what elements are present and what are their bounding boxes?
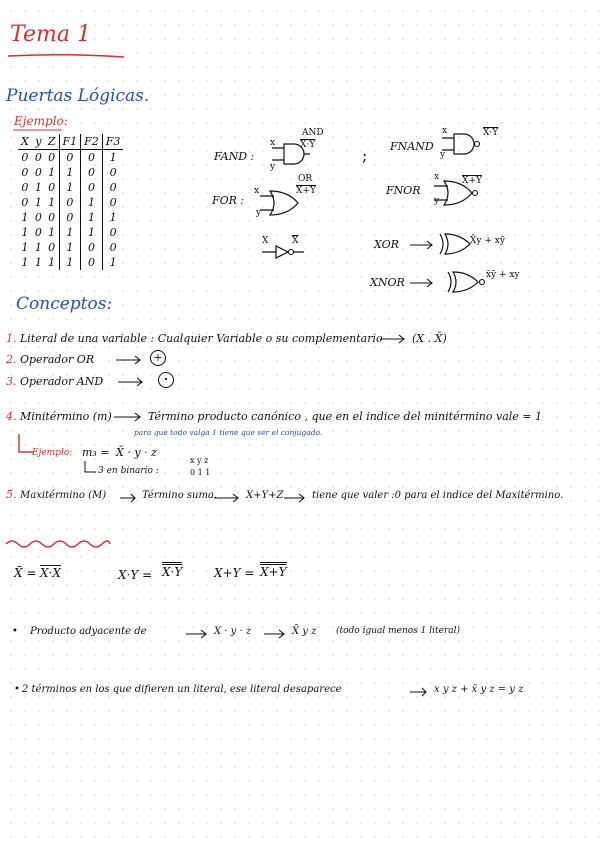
xnor-gate-icon (444, 270, 488, 294)
identity-and-rhs-box (162, 562, 182, 579)
identity-or-rhs: X+Y (260, 565, 287, 579)
table-row (18, 255, 123, 270)
identity-and-rhs: X·Y (162, 565, 183, 579)
cell: 0 (81, 240, 103, 255)
cell: 1 (59, 240, 81, 255)
concept-5-expr: X+Y+Z (246, 490, 284, 501)
concept-4-text: Minitérmino (m) (20, 410, 112, 423)
xor-gate-icon (436, 232, 474, 256)
cell: 0 (81, 150, 103, 166)
cell: 1 (102, 255, 123, 270)
nand-input-y: y (440, 150, 446, 160)
cell: 1 (59, 180, 81, 195)
cell: 0 (102, 165, 123, 180)
table-row (18, 225, 123, 240)
cell: 1 (34, 256, 42, 269)
wavy-divider (4, 536, 112, 552)
bullet-1-result: X̄ y z (292, 626, 317, 637)
cell: 0 (48, 211, 56, 224)
xor-expr: X̄y + xȳ (470, 236, 505, 246)
cell: 1 (34, 181, 42, 194)
cell: 1 (48, 256, 56, 269)
table-row (18, 150, 123, 166)
concept-1-number: 1. (6, 332, 17, 345)
fand-label: FAND : (214, 150, 255, 163)
cell: 0 (48, 241, 56, 254)
table-row (18, 210, 123, 225)
odot-symbol: · (158, 372, 174, 388)
concept-5-arrow3-icon (284, 493, 310, 503)
cell: 0 (21, 151, 29, 164)
header-f2: F2 (81, 134, 103, 150)
nor-input-x: x (434, 172, 440, 182)
not-input: X (262, 236, 269, 246)
concept-1-arrow-icon (380, 334, 410, 344)
identity-or-lhs: X+Y = (214, 566, 255, 580)
and-input-y: y (270, 162, 276, 172)
nor-expr: X+Y (462, 176, 482, 186)
concept-5-text: Maxitérmino (M) (20, 490, 107, 501)
cell: 0 (34, 151, 42, 164)
header-z: Z (45, 134, 59, 150)
identity-not-rhs: X·X (40, 566, 61, 580)
and-gate-icon (270, 140, 310, 168)
identity-or-rhs-box (260, 562, 287, 579)
cell: 0 (81, 180, 103, 195)
semicolon: ; (362, 146, 368, 165)
and-expr: X·Y (300, 140, 316, 150)
cell: 0 (81, 165, 103, 180)
nand-expr: X·Y (483, 128, 499, 138)
cell: 1 (59, 225, 81, 240)
cell: 0 (59, 195, 81, 210)
cell: 0 (34, 226, 42, 239)
cell: 1 (48, 226, 56, 239)
or-expr: X+Y (296, 186, 316, 196)
header-x: X (18, 134, 32, 150)
concept-4-result: Término producto canónico , que en el indice del minitérmino vale = 1 (148, 410, 542, 423)
oplus-symbol: + (150, 350, 166, 366)
xnor-expr: x̄ȳ + xy (486, 270, 520, 280)
title-underline (6, 52, 126, 60)
cell: 1 (59, 255, 81, 270)
cell: 1 (21, 241, 29, 254)
bullet-2-expr: x y z + x̄ y z = y z (434, 684, 524, 695)
concept-4-note: para que todo valga 1 tiene que ser el conjugado. (134, 428, 323, 437)
xor-arrow-icon (410, 240, 438, 250)
concept-5-number: 5. (6, 488, 17, 501)
table-row (18, 195, 123, 210)
cell: 1 (21, 226, 29, 239)
nor-gate-icon (432, 178, 480, 208)
concept-5-result: tiene que valer :0 para el indice del Maxitérmino. (312, 490, 564, 501)
concept-1-result: (X . X̄) (412, 332, 447, 345)
binary-digits: 0 1 1 (190, 468, 211, 477)
bullet-2-text: 2 términos en los que difieren un literal, ese literal desaparece (22, 684, 342, 695)
nand-input-x: x (442, 126, 448, 136)
and-input-x: x (270, 138, 276, 148)
cell: 0 (102, 180, 123, 195)
nor-input-y: y (434, 196, 440, 206)
truth-table-header-row (18, 134, 123, 150)
identity-and-lhs: X·Y = (118, 568, 153, 582)
concept-5-arrow1-icon (120, 493, 140, 503)
cell: 1 (81, 195, 103, 210)
concept-3-number: 3. (6, 375, 17, 388)
cell: 0 (34, 211, 42, 224)
or-gate-icon (258, 188, 300, 218)
bullet-2-dot: • (14, 684, 20, 695)
page-title: Tema 1 (10, 22, 91, 47)
bullet-1-arrow2-icon (264, 629, 290, 639)
cell: 0 (59, 150, 81, 166)
cell: 0 (48, 151, 56, 164)
concept-2-arrow-icon (116, 355, 146, 365)
table-row (18, 240, 123, 255)
cell: 1 (48, 166, 56, 179)
not-gate-icon (262, 244, 306, 260)
cell: 0 (81, 255, 103, 270)
nand-gate-icon (440, 130, 484, 158)
concept-1-text: Literal de una variable : Cualquier Variable o su complementario (20, 332, 383, 345)
bullet-1-text: Producto adyacente de (30, 626, 147, 637)
cell: 1 (21, 256, 29, 269)
binary-vars: x y z (190, 456, 209, 465)
concept-5-mid: Término suma. (142, 490, 218, 501)
header-f1: F1 (59, 134, 81, 150)
table-row (18, 180, 123, 195)
fnand-label: FNAND (390, 140, 434, 153)
concept-2-text: Operador OR (20, 353, 95, 366)
bullet-1-note: (todo igual menos 1 literal) (336, 626, 461, 636)
cell: 1 (34, 196, 42, 209)
concept-3-text: Operador AND (20, 375, 104, 388)
binary-label: 3 en binario : (98, 466, 159, 476)
or-title: OR (298, 174, 313, 184)
cell: 0 (102, 225, 123, 240)
bullet-1-arrow1-icon (186, 629, 212, 639)
cell: 0 (59, 210, 81, 225)
concept-3-arrow-icon (118, 377, 148, 387)
cell: 0 (102, 240, 123, 255)
truth-table (18, 134, 123, 270)
concept-2-number: 2. (6, 353, 17, 366)
bullet-1-expr: X · y · z (214, 626, 252, 637)
not-output: $\overline{X}$ (292, 236, 299, 246)
bullet-2-arrow-icon (410, 687, 432, 697)
cell: 0 (34, 166, 42, 179)
cell: 0 (21, 166, 29, 179)
cell: 1 (81, 225, 103, 240)
fnor-label: FNOR (386, 184, 421, 197)
cell: 1 (34, 241, 42, 254)
concept-4-arrow-icon (114, 412, 146, 422)
cell: 0 (21, 181, 29, 194)
binary-bracket (82, 460, 98, 476)
m3-lhs: m₃ = (82, 446, 110, 459)
cell: 1 (21, 211, 29, 224)
bullet-1-dot: • (12, 626, 18, 637)
m3-expr: X̄ · y · z (116, 446, 157, 459)
concept-4-number: 4. (6, 410, 17, 423)
or-input-y: y (256, 208, 262, 218)
section-heading-puertas: Puertas Lógicas. (6, 86, 150, 106)
identity-not-lhs: X̄ = (14, 566, 37, 580)
xor-label: XOR (374, 238, 399, 251)
and-title: AND (302, 128, 324, 138)
section-heading-conceptos: Conceptos: (16, 294, 113, 314)
cell: 0 (48, 181, 56, 194)
header-f3: F3 (102, 134, 123, 150)
cell: 1 (102, 150, 123, 166)
ejemplo-underline (12, 128, 64, 132)
cell: 1 (48, 196, 56, 209)
xnor-label: XNOR (370, 276, 405, 289)
for-label: FOR : (212, 194, 245, 207)
xnor-arrow-icon (410, 278, 438, 288)
truth-table-grid (18, 134, 123, 270)
header-y: y (32, 134, 45, 150)
cell: 0 (21, 196, 29, 209)
or-input-x: x (254, 186, 260, 196)
cell: 1 (81, 210, 103, 225)
table-row (18, 165, 123, 180)
cell: 0 (102, 195, 123, 210)
ejemplo-2-label: Ejemplo: (32, 448, 73, 458)
ejemplo-label: Ejemplo: (14, 114, 68, 128)
concept-5-arrow2-icon (214, 493, 244, 503)
cell: 1 (102, 210, 123, 225)
cell: 1 (59, 165, 81, 180)
